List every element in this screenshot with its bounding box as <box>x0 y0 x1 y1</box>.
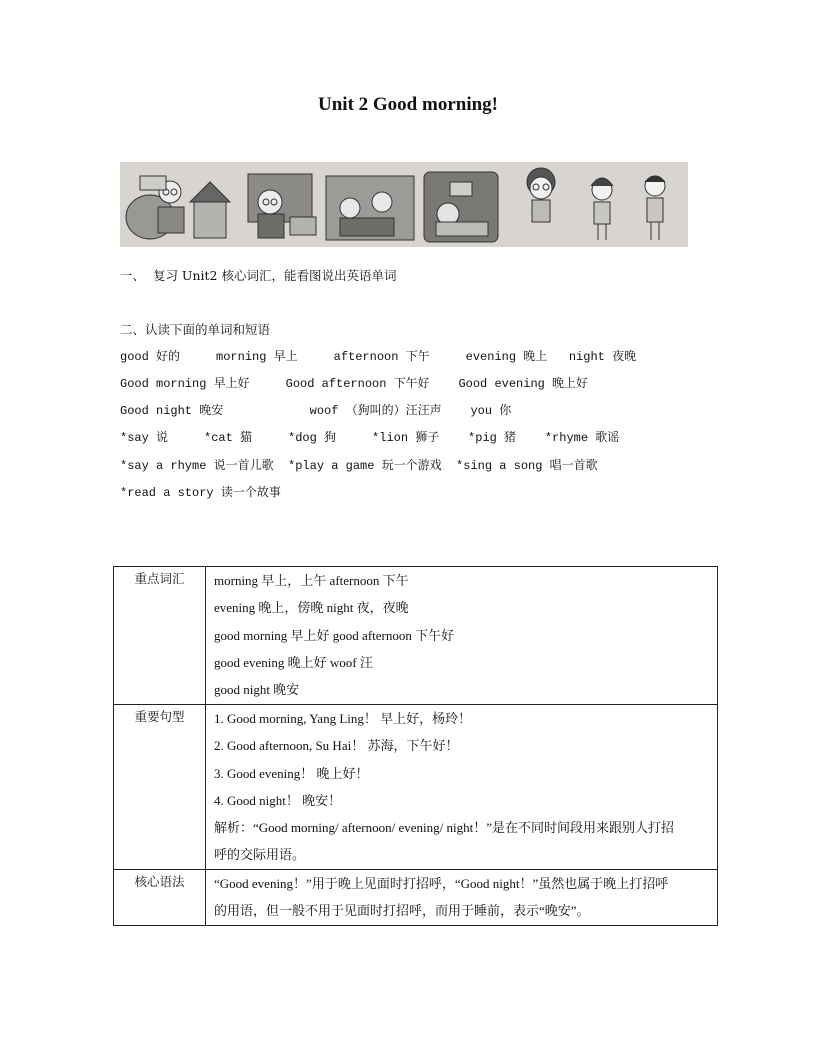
scene-evening-image <box>326 176 414 240</box>
content-line: 的用语，但一般不用于见面时打招呼，而用于睡前，表示“晚安”。 <box>214 903 590 919</box>
content-line: 解析：“Good morning/ afternoon/ evening/ night！”是在不同时间段用来跟别人打招 <box>214 820 675 836</box>
row-content <box>206 705 718 870</box>
section-read-words-heading: 二、认读下面的单词和短语 <box>120 322 271 337</box>
word-line: Good night 晚安 woof （狗叫的）汪汪声 you 你 <box>120 404 512 418</box>
content-line: good evening 晚上好 woof 汪 <box>214 654 373 670</box>
illustration-banner <box>120 162 688 247</box>
content-line: good morning 早上好 good afternoon 下午好 <box>214 627 455 643</box>
word-line: *read a story 读一个故事 <box>120 486 281 500</box>
content-line: morning 早上，上午 afternoon 下午 <box>214 573 409 588</box>
section-review-vocabulary: 一、 复习 Unit2 核心词汇，能看图说出英语单词 <box>120 268 397 283</box>
content-line: evening 晚上，傍晚 night 夜，夜晚 <box>214 600 409 616</box>
row-content <box>206 870 718 926</box>
scene-night-image <box>424 172 498 242</box>
word-line: Good morning 早上好 Good afternoon 下午好 Good evening 晚上好 <box>120 377 589 391</box>
word-line: good 好的 morning 早上 afternoon 下午 evening 晚上 night 夜晚 <box>120 350 637 364</box>
content-line: 呼的交际用语。 <box>214 847 306 863</box>
row-label: 重点词汇 <box>114 567 206 705</box>
page-title: Unit 2 Good morning! <box>318 94 498 115</box>
word-line: *say a rhyme 说一首儿歌 *play a game 玩一个游戏 *sing a song 唱一首歌 <box>120 459 598 473</box>
row-label: 核心语法 <box>114 870 206 926</box>
content-line: 2. Good afternoon, Su Hai！ 苏海，下午好！ <box>214 738 459 754</box>
content-line: “Good evening！”用于晚上见面时打招呼，“Good night！”虽然也属于晚上打招呼 <box>214 876 669 891</box>
table-row-sentence-patterns <box>114 705 718 870</box>
row-label: 重要句型 <box>114 705 206 870</box>
table-row-core-grammar <box>114 870 718 926</box>
content-line: 1. Good morning, Yang Ling！ 早上好，杨玲！ <box>214 711 472 726</box>
content-line: 3. Good evening！ 晚上好！ <box>214 765 369 781</box>
word-line: *say 说 *cat 猫 *dog 狗 *lion 狮子 *pig 猪 *rhyme 歌谣 <box>120 431 620 445</box>
content-line: good night 晚安 <box>214 682 300 698</box>
table-row-key-vocabulary <box>114 567 718 705</box>
cartoon-scenes-image <box>120 162 688 247</box>
scene-afternoon-image <box>248 174 316 238</box>
content-line: 4. Good night！ 晚安！ <box>214 792 342 808</box>
summary-table <box>113 566 718 926</box>
row-content <box>206 567 718 705</box>
